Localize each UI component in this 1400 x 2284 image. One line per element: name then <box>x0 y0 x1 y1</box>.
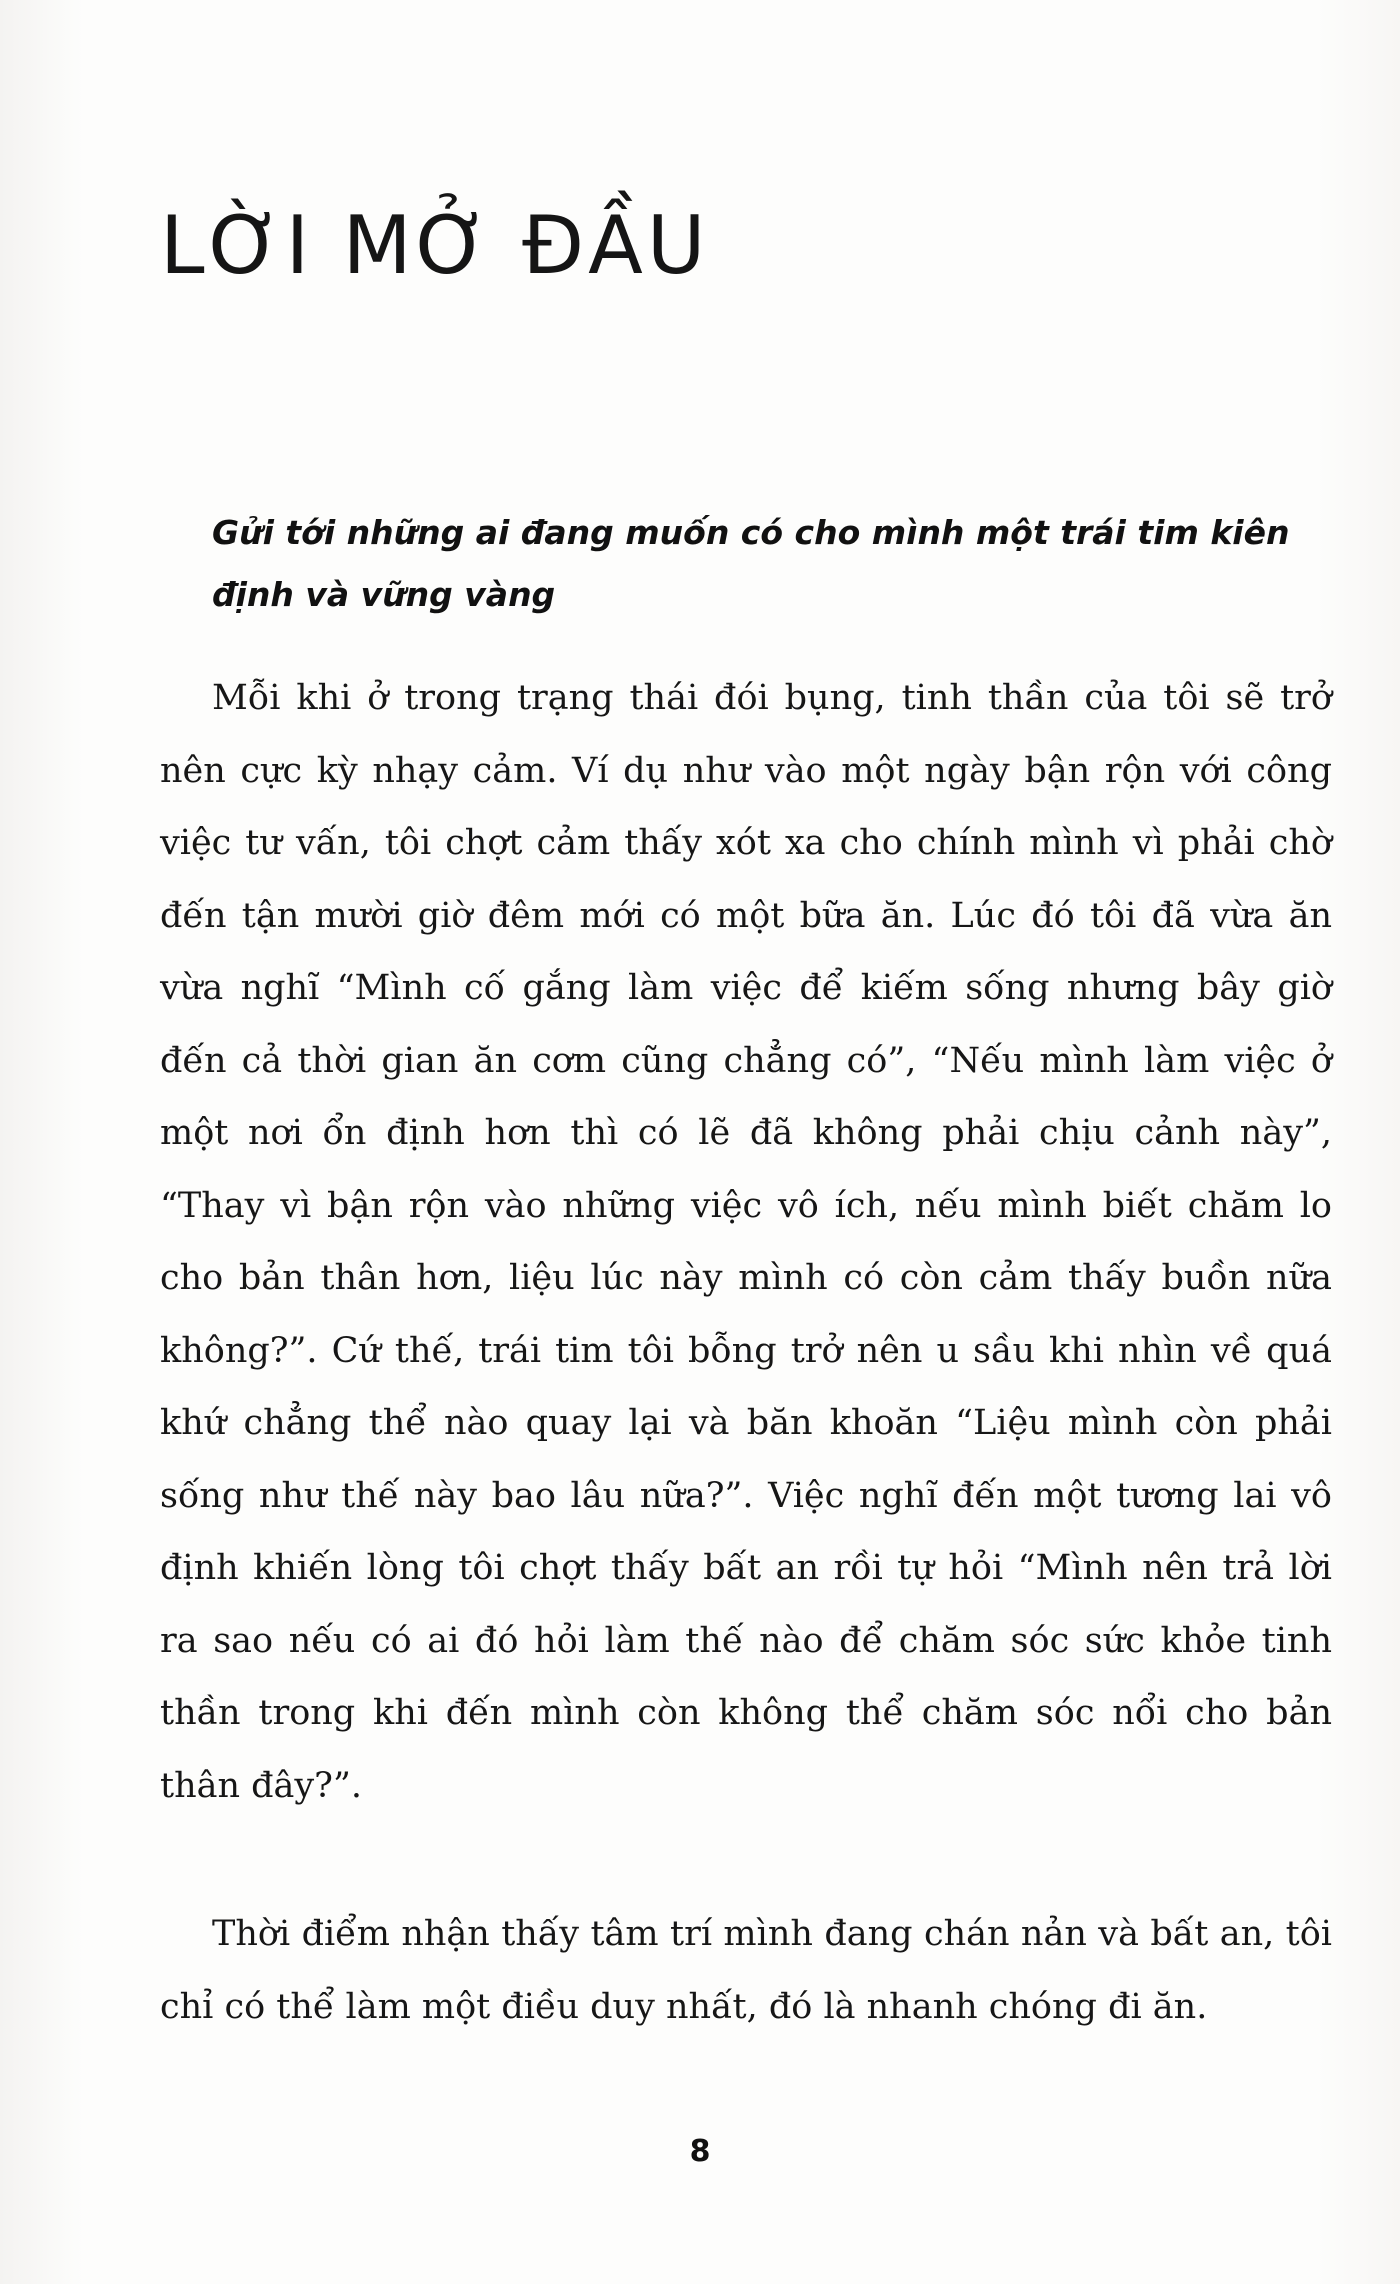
body-paragraph: Mỗi khi ở trong trạng thái đói bụng, tinh thần của tôi sẽ trở nên cực kỳ nhạy cảm. Ví dụ như vào một ngày bận rộn với công việc tư vấn, tôi chợt cảm thấy xót xa cho chính mình vì phải chờ đến tận mười giờ đêm mới có một bữa ăn. Lúc đó tôi đã vừa ăn vừa nghĩ “Mình cố gắng làm việc để kiếm sống nhưng bây giờ đến cả thời gian ăn cơm cũng chẳng có”, “Nếu mình làm việc ở một nơi ổn định hơn thì có lẽ đã không phải chịu cảnh này”, “Thay vì bận rộn vào những việc vô ích, nếu mình biết chăm lo cho bản thân hơn, liệu lúc này mình có còn cảm thấy buồn nữa không?”. Cứ thế, trái tim tôi bỗng trở nên u sầu khi nhìn về quá khứ chẳng thể nào quay lại và băn khoăn “Liệu mình còn phải sống như thế này bao lâu nữa?”. Việc nghĩ đến một tương lai vô định khiến lòng tôi chợt thấy bất an rồi tự hỏi “Mình nên trả lời ra sao nếu có ai đó hỏi làm thế nào để chăm sóc sức khỏe tinh thần trong khi đến mình còn không thể chăm sóc nổi cho bản thân đây?”. <box>160 678 1332 1806</box>
chapter-title: LỜI MỞ ĐẦU <box>160 199 710 292</box>
chapter-subtitle: Gửi tới những ai đang muốn có cho mình một trái tim kiên định và vững vàng <box>212 513 1290 614</box>
page-number: 8 <box>689 2134 711 2169</box>
body-paragraph: Thời điểm nhận thấy tâm trí mình đang chán nản và bất an, tôi chỉ có thể làm một điều duy nhất, đó là nhanh chóng đi ăn. <box>160 1914 1332 2027</box>
